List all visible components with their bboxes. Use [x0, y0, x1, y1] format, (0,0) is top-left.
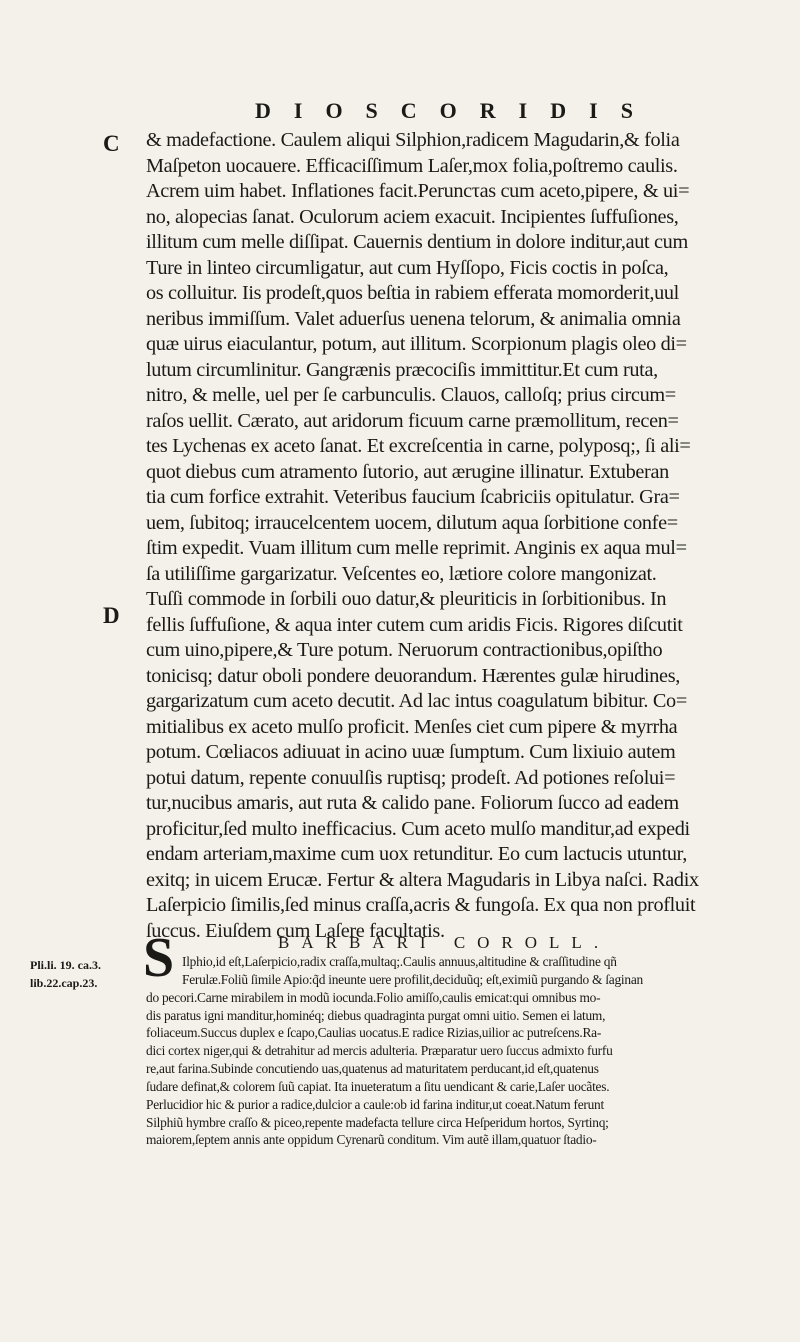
text-line: tia cum forfice extrahit. Veteribus faucium ſcabriciis opitulatur. Gra=: [146, 486, 680, 508]
commentary-line: dici cortex niger,qui & detrahitur ad mercis adulteria. Præparatur uero ſuccus admixto furfu: [146, 1043, 613, 1059]
commentary-line: dis paratus igni manditur,hominéq; diebus quadraginta purgat omni uitio. Semen ei latum,: [146, 1007, 606, 1023]
text-line: tur,nucibus amaris, aut ruta & calido pane. Foliorum ſucco ad eadem: [146, 792, 679, 814]
commentary-heading-text: BARBARI COROLL.: [278, 933, 611, 952]
commentary-line: Ilphio,id eſt,Laſerpicio,radix craſſa,multaq;.Caulis annuus,altitudine & craſſitudine qñ: [182, 954, 617, 969]
commentary-line: do pecori.Carne mirabilem in modũ iocunda.Folio amiſſo,caulis emicat:qui omnibus mo-: [146, 989, 601, 1005]
drop-cap-initial: S: [143, 927, 175, 989]
section-letter-d: D: [103, 603, 120, 628]
margin-reference-line: Pli.li. 19. ca.3.: [30, 958, 101, 972]
text-line: & madefactione. Caulem aliqui Silphion,radicem Magudarin,& folia: [146, 129, 680, 151]
text-line: Maſpeton uocauere. Efficaciſſimum Laſer,mox folia,poſtremo caulis.: [146, 154, 678, 177]
commentary-line: re,aut farina.Subinde concutiendo uas,quatenus ad maturitatem perducant,id eſt,quatenus: [146, 1061, 599, 1077]
text-line: uem, ſubitoq; irraucelcentem uocem, dilutum aqua ſorbitione confe=: [146, 511, 678, 534]
text-line: Acrem uim habet. Inflationes facit.Peruncτas cum aceto,pipere, & ui=: [146, 180, 690, 202]
text-line: cum uino,pipere,& Ture potum. Neruorum contractionibus,opiſtho: [146, 639, 663, 661]
text-line: ſtim expedit. Vuam illitum cum melle reprimit. Anginis ex aqua mul=: [146, 537, 687, 559]
text-line: potui datum, repente conuulſis ruptisq; prodeſt. Ad potiones reſolui=: [146, 766, 676, 789]
text-line: nitro, & melle, uel per ſe carbunculis. Clauos, calloſq; prius circum=: [146, 384, 676, 406]
main-text-block: [146, 128, 796, 944]
text-line: ſuccus. Eiuſdem cum Laſere facultatis.: [146, 919, 445, 942]
text-line: proficitur,ſed multo inefficacius. Cum aceto mulſo manditur,ad expedi: [146, 817, 690, 840]
commentary-line: maiorem,ſeptem annis ante oppidum Cyrenarũ conditum. Vim autẽ illam,quatuor ſtadio-: [146, 1132, 597, 1148]
commentary-line: ſudare definat,& colorem ſuũ capiat. Ita inueteratum a ſitu uendicant & carie,Laſer uocãtes.: [146, 1078, 610, 1094]
commentary-line: Silphiũ hymbre craſſo & piceo,repente madefacta tellure circa Heſperidum hortos, Syrtinq;: [146, 1114, 609, 1130]
text-line: Ture in linteo circumligatur, aut cum Hyſſopo, Ficis coctis in poſca,: [146, 256, 669, 279]
margin-reference-line: lib.22.cap.23.: [30, 976, 98, 990]
text-line: Tuſſi commode in ſorbili ouo datur,& pleuriticis in ſorbitionibus. In: [146, 588, 667, 610]
text-line: Laſerpicio ſimilis,ſed minus craſſa,acris & fungoſa. Ex qua non profluit: [146, 894, 696, 916]
commentary-block: [146, 953, 796, 1149]
text-line: fellis ſuffuſione, & aqua inter cutem cum aridis Ficis. Rigores diſcutit: [146, 613, 683, 636]
text-line: quot diebus cum atramento ſutorio, aut ærugine illinatur. Extuberan: [146, 460, 669, 483]
text-line: mitialibus ex aceto mulſo proficit. Menſes ciet cum pipere & myrrha: [146, 715, 678, 738]
text-line: illitum cum melle diſſipat. Cauernis dentium in dolore inditur,aut cum: [146, 231, 688, 253]
text-line: raſos uellit. Cærato, aut aridorum ficuum carne præmollitum, recen=: [146, 409, 679, 432]
text-line: os colluitur. Iis prodeſt,quos beſtia in rabiem efferata momorderit,uul: [146, 282, 679, 304]
commentary-line: Perlucidior hic & purior a radice,dulcior a caule:ob id farina inditur,ut coeat.Natum ferunt: [146, 1096, 604, 1112]
text-line: tes Lychenas ex aceto ſanat. Et excreſcentia in carne, polyposq;, ſi ali=: [146, 435, 691, 457]
section-letter-c: C: [103, 131, 120, 156]
text-line: endam arteriam,maxime cum uox retunditur. Eo cum lactucis utuntur,: [146, 843, 687, 865]
commentary-heading: [158, 933, 798, 953]
text-line: tonicisq; datur oboli pondere deuorandum. Hærentes gulæ hirudines,: [146, 664, 680, 687]
text-line: exitq; in uicem Erucæ. Fertur & altera Magudaris in Libya naſci. Radix: [146, 868, 699, 891]
text-line: gargarizatum cum aceto decutit. Ad lac intus coagulatum bibitur. Co=: [146, 690, 687, 712]
running-head: DIOSCORIDIS: [255, 98, 656, 123]
commentary-line: Ferulæ.Foliũ ſimile Apio:q̃d ineunte uere profilit,deciduũq; eſt,eximiũ purgando & ſaginan: [182, 971, 643, 987]
text-line: no, alopecias ſanat. Oculorum aciem exacuit. Incipientes ſuffuſiones,: [146, 205, 679, 228]
text-line: quæ uirus eiaculantur, potum, aut illitum. Scorpionum plagis oleo di=: [146, 333, 687, 355]
text-line: neribus immiſſum. Valet aduerſus uenena telorum, & animalia omnia: [146, 307, 681, 330]
text-line: lutum circumlinitur. Gangrænis præcociſis immittitur.Et cum ruta,: [146, 358, 658, 381]
commentary-line: foliaceum.Succus duplex e ſcapo,Caulias uocatus.E radice Rizias,uilior ac putreſcens.Ra-: [146, 1025, 602, 1041]
text-line: ſa utiliſſime gargarizatur. Veſcentes eo, lætiore colore mangonizat.: [146, 562, 657, 585]
text-line: potum. Cœliacos adiuuat in acino uuæ ſumptum. Cum lixiuio autem: [146, 741, 676, 763]
margin-reference: [30, 956, 140, 992]
